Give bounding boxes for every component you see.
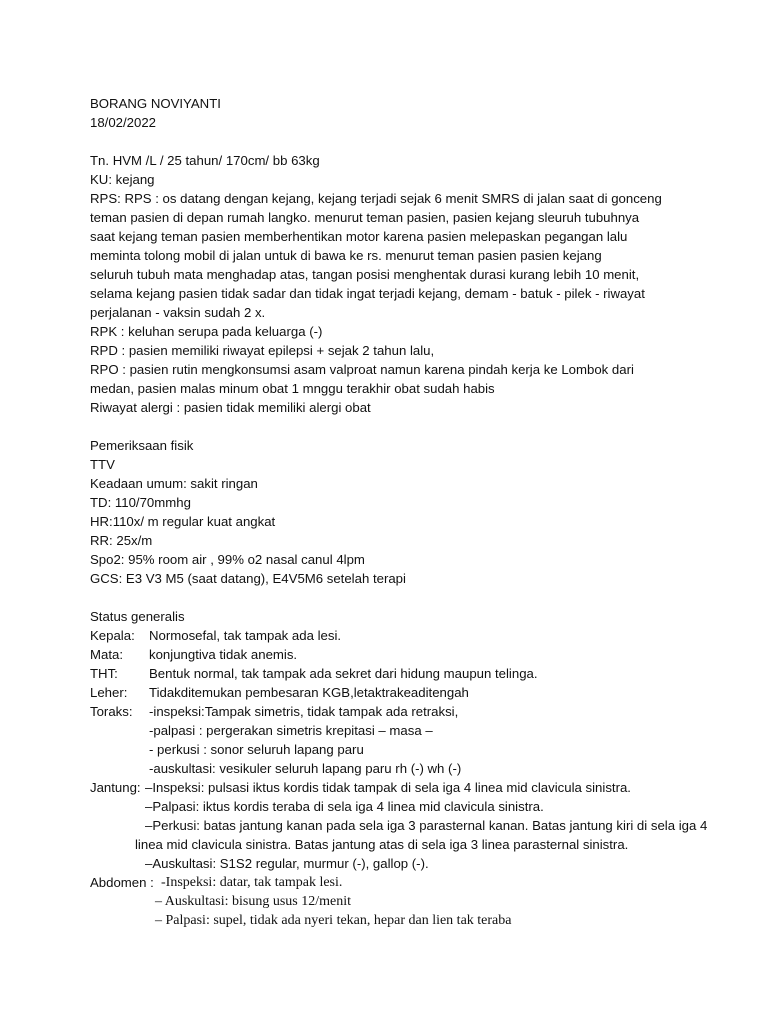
tht-value: Bentuk normal, tak tampak ada sekret dari hidung maupun telinga.: [149, 666, 538, 681]
patient-identity: Tn. HVM /L / 25 tahun/ 170cm/ bb 63kg: [90, 153, 320, 168]
abdomen-auskultasi: – Auskultasi: bisung usus 12/menit: [155, 894, 352, 909]
jantung-perkusi-continued: linea mid clavicula sinistra. Batas jantung atas di sela iga 3 linea parasternal sinistra.: [135, 837, 629, 852]
leher-value: Tidakditemukan pembesaran KGB,letaktrakeaditengah: [149, 685, 469, 700]
rpo-line: RPO : pasien rutin mengkonsumsi asam valproat namun karena pindah kerja ke Lombok dari: [90, 362, 634, 377]
rps-line: meminta tolong mobil di jalan untuk di bawa ke rs. menurut teman pasien pasien kejang: [90, 248, 602, 263]
kepala-value: Normosefal, tak tampak ada lesi.: [149, 628, 342, 643]
jantung-perkusi: –Perkusi: batas jantung kanan pada sela iga 3 parasternal kanan. Batas jantung kiri di sela iga 4: [145, 818, 708, 833]
vital-sign: Keadaan umum: sakit ringan: [90, 476, 258, 491]
jantung-inspeksi: –Inspeksi: pulsasi iktus kordis tidak tampak di sela iga 4 linea mid clavicula sinistra.: [145, 780, 631, 795]
rpd-line: RPD : pasien memiliki riwayat epilepsi + sejak 2 tahun lalu,: [90, 343, 435, 358]
jantung-palpasi: –Palpasi: iktus kordis teraba di sela iga 4 linea mid clavicula sinistra.: [145, 799, 544, 814]
kepala-label: Kepala:: [90, 628, 135, 643]
keadaan-umum: KU: kejang: [90, 172, 155, 187]
physical-exam-title: Pemeriksaan fisik: [90, 438, 194, 453]
rps-line: saat kejang teman pasien memberhentikan motor karena pasien melepaskan pegangan lalu: [90, 229, 628, 244]
toraks-line: -palpasi : pergerakan simetris krepitasi – masa –: [149, 723, 433, 738]
rps-line: selama kejang pasien tidak sadar dan tidak ingat terjadi kejang, demam - batuk - pilek - riwayat: [90, 286, 645, 301]
abdomen-label: Abdomen :: [90, 875, 154, 890]
rpk-line: RPK : keluhan serupa pada keluarga (-): [90, 324, 323, 339]
vital-sign: RR: 25x/m: [90, 533, 153, 548]
status-generalis-title: Status generalis: [90, 609, 185, 624]
header-name: BORANG NOVIYANTI: [90, 96, 221, 111]
toraks-label: Toraks:: [90, 704, 133, 719]
vital-sign: GCS: E3 V3 M5 (saat datang), E4V5M6 setelah terapi: [90, 571, 406, 586]
rpo-line: medan, pasien malas minum obat 1 mnggu terakhir obat sudah habis: [90, 381, 495, 396]
jantung-label: Jantung:: [90, 780, 141, 795]
vital-sign: HR:110x/ m regular kuat angkat: [90, 514, 276, 529]
rps-line: teman pasien di depan rumah langko. menurut teman pasien, pasien kejang sleuruh tubuhnya: [90, 210, 640, 225]
rps-line: seluruh tubuh mata menghadap atas, tangan posisi menghentak durasi kurang lebih 10 menit,: [90, 267, 640, 282]
vital-sign: Spo2: 95% room air , 99% o2 nasal canul 4lpm: [90, 552, 365, 567]
tht-label: THT:: [90, 666, 118, 681]
allergy-line: Riwayat alergi : pasien tidak memiliki alergi obat: [90, 400, 371, 415]
abdomen-inspeksi: -Inspeksi: datar, tak tampak lesi.: [161, 875, 343, 890]
mata-label: Mata:: [90, 647, 123, 662]
mata-value: konjungtiva tidak anemis.: [149, 647, 298, 662]
abdomen-palpasi: – Palpasi: supel, tidak ada nyeri tekan, hepar dan lien tak teraba: [155, 913, 512, 928]
leher-label: Leher:: [90, 685, 128, 700]
ttv-title: TTV: [90, 457, 115, 472]
rps-line: RPS: RPS : os datang dengan kejang, kejang terjadi sejak 6 menit SMRS di jalan saat di gonceng: [90, 191, 662, 206]
toraks-line: - perkusi : sonor seluruh lapang paru: [149, 742, 364, 757]
vital-sign: TD: 110/70mmhg: [90, 495, 191, 510]
header-date: 18/02/2022: [90, 115, 157, 130]
rps-line: perjalanan - vaksin sudah 2 x.: [90, 305, 266, 320]
toraks-line: -auskultasi: vesikuler seluruh lapang paru rh (-) wh (-): [149, 761, 462, 776]
toraks-line: -inspeksi:Tampak simetris, tidak tampak ada retraksi,: [149, 704, 459, 719]
jantung-auskultasi: –Auskultasi: S1S2 regular, murmur (-), gallop (-).: [145, 856, 429, 871]
